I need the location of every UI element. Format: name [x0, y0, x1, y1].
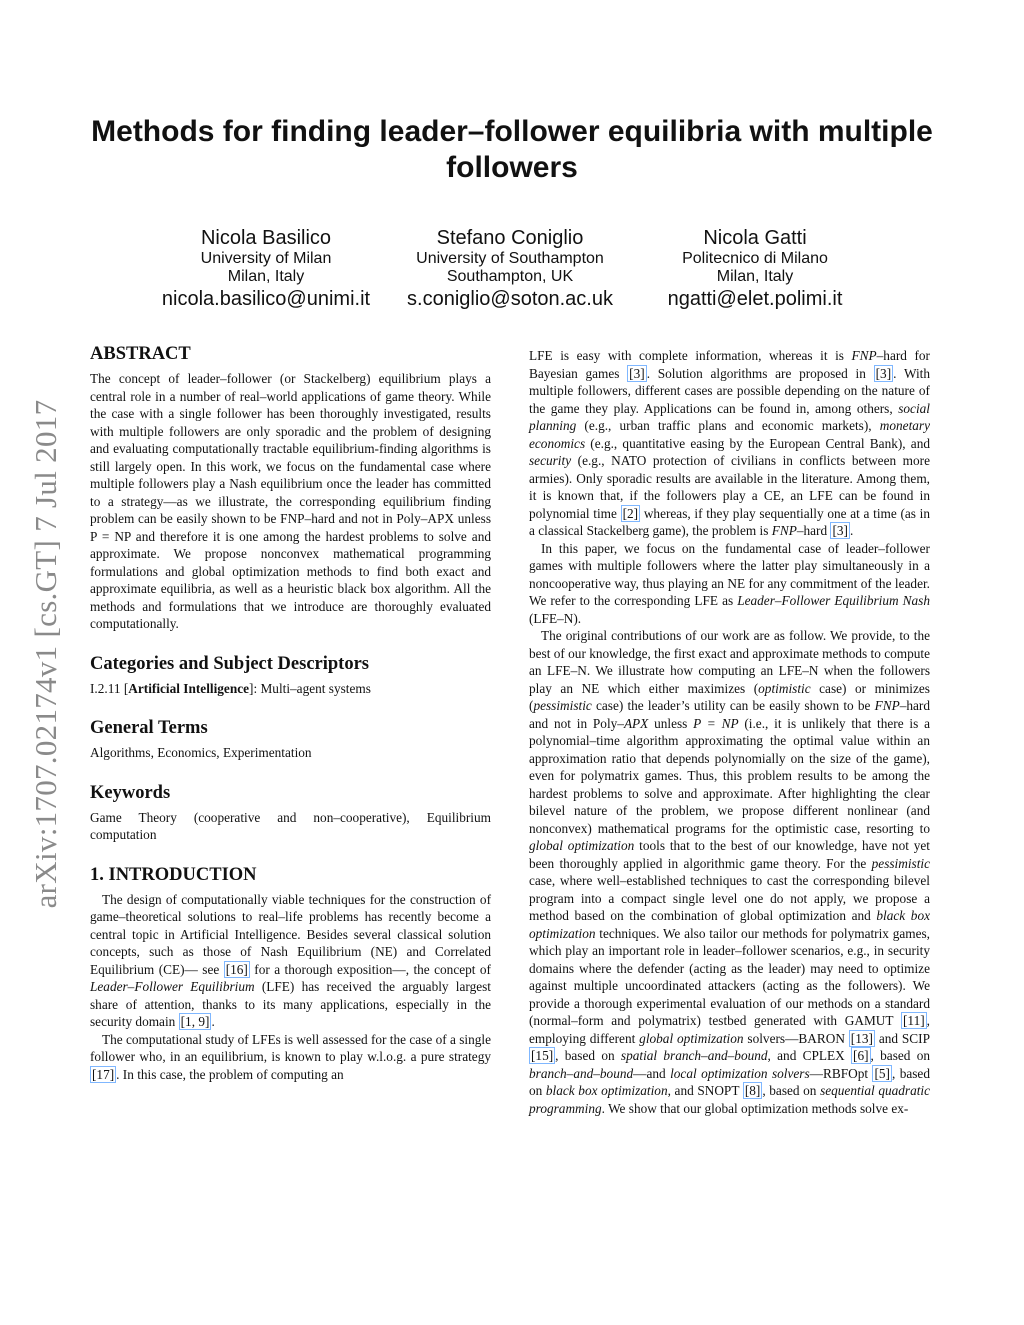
citation-link[interactable]: [1, 9]: [180, 1014, 210, 1029]
citation-link[interactable]: [3]: [629, 365, 645, 381]
right-paragraph-3: The original contributions of our work are as follow. We provide, to the best of our knowledge, the first exact and approximate methods to compute an LFE–N. We illustrate how computing an LFE–N when the followers play an NE which either maximizes (optimistic case) or minimizes (pessimistic case) the leader’s utility can be easily shown to be FNP–hard and not in Poly–APX unless P = NP (i.e., it is unlikely that there is a polynomial–time algorithm approximating the optimal value within an approximation ratio that depends polynomially on the size of the game), even for polymatrix games. Thus, this problem results to be among the hardest problems to solve and approximate. After highlighting the clear bilevel nature of the problem, we propose different nonlinear (and nonconvex) mathematical programs for the optimistic case, resorting to global optimization tools that to the best of our knowledge, have not yet been thoroughly applied in algorithmic game theory. For the pessimistic case, where well–established techniques to cast the corresponding bilevel program into a compact single level one do not apply, we propose a method based on the combination of global optimization and black box optimization techniques. We also tailor our methods for polymatrix games, which play an important role in leader–follower scenarios, e.g., in security domains where the defender (acting as the leader) may need to optimize against multiple uncoordinated attackers (acting as the followers). We provide a thorough experimental evaluation of our methods on a standard (normal–form and polymatrix) testbed generated with GAMUT [11] , employing different global optimization solvers—BARON [13] and SCIP [15] , based on spatial branch–and–bound, and CPLEX [6] , based on branch–and–bound—and local optimization solvers—RBFOpt [5] , based on black box optimization, and SNOPT [8] , based on sequential quadratic programming. We show that our global optimization methods solve ex-: [529, 628, 931, 1116]
author-name: Nicola Basilico: [200, 227, 332, 249]
citation-link[interactable]: [11]: [903, 1013, 925, 1028]
right-paragraph-1: LFE is easy with complete information, whereas it is FNP–hard for Bayesian games [3] . Solution algorithms are proposed in [3] . With multiple followers, different cases are possible depending on the nature of the game they play. Applications can be found in, among others, social planning (e.g., urban traffic plans and economic markets), monetary economics (e.g., quantitative easing by the European Central Bank), and security (e.g., NATO protection of civilians in conflicts between more armies). Only sporadic results are available in the literature. Among them, it is known that, if the followers play a CE, an LFE can be found in polynomial time [2] whereas, if they play sequentially one at a time (as in a classical Stackelberg game), the problem is FNP–hard [3] .: [529, 348, 931, 538]
author-email[interactable]: s.coniglio@soton.ac.uk: [407, 288, 613, 310]
author-affiliation: University of Milan: [200, 250, 332, 267]
arxiv-identifier-stamp: arXiv:1707.02174v1 [cs.GT] 7 Jul 2017: [28, 399, 63, 909]
citation-link[interactable]: [13]: [850, 1030, 873, 1046]
keywords-heading: Keywords: [90, 782, 171, 803]
author-location: Southampton, UK: [446, 268, 574, 285]
author-name: Stefano Coniglio: [436, 227, 584, 249]
citation-link[interactable]: [6]: [853, 1048, 869, 1063]
author-location: Milan, Italy: [227, 268, 305, 285]
keywords-text: Game Theory (cooperative and non–cooperative), Equilibrium computation: [90, 809, 491, 842]
citation-link[interactable]: [15]: [531, 1048, 554, 1063]
general-terms-text: Algorithms, Economics, Experimentation: [90, 745, 312, 760]
general-terms-heading: General Terms: [90, 718, 208, 738]
citation-link[interactable]: [2]: [622, 505, 639, 521]
abstract-text: The concept of leader–follower (or Stackelberg) equilibrium plays a central role in a number of real–world applications of game theory. While the case with a single follower has been thoroughly investigated, results with multiple followers are only sporadic and the problem of designing and evaluating computationally tractable equilibrium-finding algorithms is still largely open. In this work, we focus on the fundamental case where multiple followers play a Nash equilibrium once the leader has committed to a strategy—as we illustrate, the corresponding equilibrium finding problem can be easily shown to be FNP–hard and not in Poly–APX unless P = NP and therefore it is one among the hardest problems to solve and approximate. We propose nonconvex mathematical programming formulations and global optimization methods to find both exact and approximate equilibria, as well as a heuristic black box algorithm. All the methods and formulations that we introduce are thoroughly evaluated computationally.: [90, 371, 491, 631]
intro-paragraph-2: The computational study of LFEs is well assessed for the case of a single follower who, in an equilibrium, is known to play w.l.o.g. a pure strategy [17] . In this case, the problem of computing an: [90, 1031, 491, 1082]
author-block-gatti: [625, 226, 885, 312]
citation-link[interactable]: [16]: [225, 961, 248, 977]
author-block-basilico: [136, 226, 396, 312]
author-affiliation: University of Southampton: [416, 250, 604, 267]
citation-link[interactable]: [17]: [92, 1066, 115, 1082]
right-column: [529, 347, 930, 1117]
left-column: [90, 343, 491, 1083]
citation-link[interactable]: [3]: [875, 365, 892, 381]
author-email[interactable]: ngatti@elet.polimi.it: [667, 288, 843, 310]
author-affiliation: Politecnico di Milano: [682, 250, 828, 267]
author-block-coniglio: [380, 226, 640, 312]
intro-paragraph-1: The design of computationally viable techniques for the construction of game–theoretical solutions to real–life problems has recently become a central topic in Artificial Intelligence. Besides several classical solution concepts, such as those of Nash Equilibrium (NE) and Correlated Equilibrium (CE)— see [16] for a thorough exposition—, the concept of Leader–Follower Equilibrium (LFE) has received the arguably largest share of attention, thanks to its many applications, especially in the security domain [1, 9] .: [90, 891, 492, 1029]
citation-link[interactable]: [3]: [832, 523, 848, 538]
introduction-heading: 1. INTRODUCTION: [90, 864, 257, 885]
author-location: Milan, Italy: [716, 268, 794, 285]
abstract-heading: ABSTRACT: [90, 344, 191, 364]
author-email[interactable]: nicola.basilico@unimi.it: [161, 288, 371, 310]
paper-title: Methods for finding leader–follower equilibria with multiple followers: [91, 115, 933, 184]
author-name: Nicola Gatti: [703, 227, 807, 249]
citation-link[interactable]: [5]: [874, 1065, 890, 1081]
right-paragraph-2: In this paper, we focus on the fundamental case of leader–follower games with multiple followers where the latter play simultaneously in a noncooperative way, thus playing an NE for any commitment of the leader. We refer to the corresponding LFE as Leader–Follower Equilibrium Nash (LFE–N).: [529, 540, 930, 626]
categories-text: I.2.11 [Artificial Intelligence]: Multi–agent systems: [90, 680, 371, 696]
citation-link[interactable]: [8]: [744, 1083, 761, 1098]
categories-heading: Categories and Subject Descriptors: [90, 653, 369, 674]
